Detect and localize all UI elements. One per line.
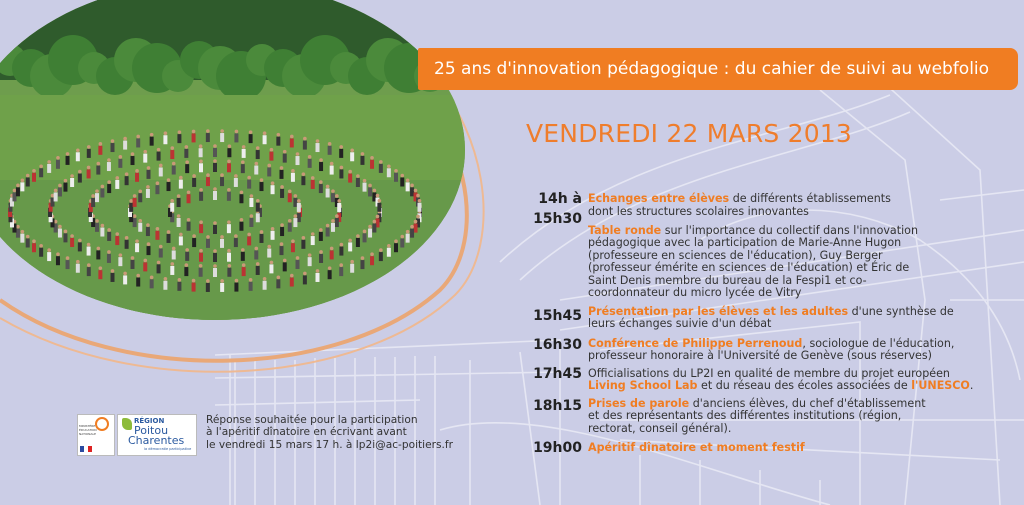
time-slot: 15h30 — [533, 211, 582, 227]
ministere-text: MINISTÈRE — [79, 424, 96, 428]
region-logo-text: Charentes — [128, 434, 185, 447]
time-slot: 15h45 — [533, 308, 582, 324]
program-text: , sociologue de l'éducation, professeur honoraire à l'Université de Genève (sous réserves) — [588, 337, 955, 363]
time-slot: 19h00 — [533, 440, 582, 456]
region-leaf-icon — [122, 418, 132, 430]
time-slot: 17h45 — [533, 366, 582, 382]
program-text: d'anciens élèves, du chef d'établissement et des représentants des différentes institutions (région, rectorat, conseil général). — [588, 397, 926, 435]
rsvp-line: le vendredi 15 mars 17 h. à lp2i@ac-poitiers.fr — [206, 438, 453, 451]
ministere-text: ÉDUCATION — [79, 428, 97, 432]
region-logo-text: Poitou — [134, 424, 169, 437]
ministere-logo — [77, 414, 115, 456]
rsvp-line: à l'apéritif dînatoire en écrivant avant — [206, 426, 407, 439]
program-text: et du réseau des écoles associées de — [697, 379, 912, 393]
highlighted-text: l'UNESCO — [911, 379, 970, 393]
program-item — [588, 225, 933, 299]
highlighted-text: Echanges entre élèves — [588, 192, 730, 205]
rsvp-line: Réponse souhaitée pour la participation — [206, 414, 418, 426]
highlighted-text: Conférence de Philippe Perrenoud — [588, 337, 803, 350]
program-item — [588, 368, 983, 393]
highlighted-text: Table ronde — [588, 224, 662, 237]
highlighted-text: Living School Lab — [588, 379, 698, 393]
program-text: de différents établissements — [729, 192, 891, 205]
ministere-text: NATIONALE — [79, 432, 97, 436]
highlighted-text: Prises de parole — [588, 397, 690, 410]
program-item — [588, 206, 1018, 218]
program-item — [588, 442, 1018, 454]
highlighted-text: Apéritif dînatoire et moment festif — [588, 441, 805, 454]
program-text: Officialisations du LP2I en qualité de membre du projet européen — [588, 367, 950, 380]
event-banner: 25 ans d'innovation pédagogique : du cahier de suivi au webfolio — [418, 48, 1018, 90]
event-date: VENDREDI 22 MARS 2013 — [526, 119, 853, 148]
time-slot: 16h30 — [533, 337, 582, 353]
region-logo-text: RÉGION — [134, 417, 165, 425]
ministere-emblem-icon — [95, 417, 109, 431]
program-text: dont les structures scolaires innovantes — [588, 205, 809, 218]
program-item — [588, 306, 958, 331]
program-item — [588, 193, 1018, 205]
program-text: sur l'importance du collectif dans l'innovation pédagogique avec la participation de Marie-Anne Hugon (professeure en sciences de l'éducation), Guy Berger (professeur émérite en sciences de l'éducation) et Éric de Saint Denis membre du bureau de la Fespi1 et co-coordonnateur du micro lycée de Vitry — [588, 224, 918, 300]
region-logo — [117, 414, 197, 456]
rsvp-note — [206, 414, 466, 451]
program-text: . — [969, 379, 974, 393]
program-text: d'une synthèse de leurs échanges suivie d'un débat — [588, 305, 954, 331]
french-flag-icon — [80, 446, 92, 452]
program-item — [588, 398, 938, 435]
time-slot: 18h15 — [533, 398, 582, 414]
time-slot: 14h à — [538, 191, 582, 207]
highlighted-text: Présentation par les élèves et les adultes — [588, 305, 849, 318]
region-logo-text: la démocratie participative — [144, 447, 192, 451]
program-item — [588, 338, 988, 363]
